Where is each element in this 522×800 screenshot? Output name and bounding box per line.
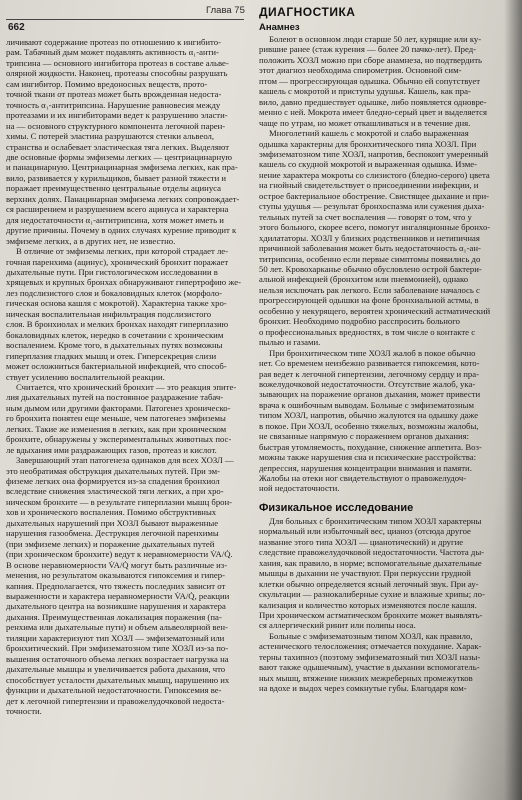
text-line: астенического телосложения; отмечается похудание. Харак- [259, 641, 482, 652]
subsection-title-exam: Физикальное исследование [259, 501, 414, 514]
text-line: дыхательные пути. При гистологическом исследовании в [6, 266, 218, 277]
text-line: две основные формы эмфиземы легких — центриацинарную [6, 151, 232, 162]
text-line: ных мышц, втяжение нижних межреберных промежутков [259, 672, 473, 683]
text-line: хов и хронического воспаления. Помимо обструктивных [6, 507, 217, 518]
right-text-column [259, 5, 521, 694]
text-line: хрящевых и крупных бронхах обнаруживают гипертрофию же- [6, 277, 241, 288]
text-line: вают также одышечным), участие в дыхании вспомогатель- [259, 662, 480, 673]
text-line: нормальный или избыточный вес, цианоз (отсюда другое [259, 526, 471, 537]
text-line: ной недостаточности. [259, 483, 340, 494]
text-line: вследствие снижения эластической тяги легких, а при хро- [6, 486, 224, 497]
text-line: В основе неравномерности V̇A/Q̇ могут быть различные из- [6, 559, 228, 570]
text-line: бронхитический. При эмфизематозном типе ХОЗЛ из-за по- [6, 643, 229, 654]
text-line: гочная паренхима (ацинус), хронический бронхит поражает [6, 256, 229, 267]
text-line: точности. [6, 706, 42, 716]
text-line: Болеют в основном люди старше 50 лет, курящие или ку- [269, 34, 482, 44]
text-line: на — основного структурного компонента легочной парен- [6, 120, 226, 131]
text-line: на гнойный свидетельствует о присоединении инфекции, и [259, 180, 479, 191]
text-line: терны тахипноэ (поэтому эмфизематозный тип ХОЗЛ назы- [259, 651, 481, 662]
text-line: ренхима или дыхательные пути) и объем альвеолярной вен- [6, 622, 228, 633]
text-line: типом ХОЗЛ, напротив, обычно жалуются на одышку даже [259, 410, 479, 421]
text-line: дыхания. Преимущественная локализация поражения (па- [6, 611, 222, 622]
text-line: кашель с мокротой и приступы удушья. Кашель, как пра- [259, 86, 471, 97]
text-line: 50 лет. Кровохарканье обычно обусловлено острой бактери- [259, 263, 482, 274]
text-line: способствует усталости дыхательных мышц, нарушению их [6, 674, 230, 685]
text-line: ным дымом или другими факторами. Патогенез хроническо- [6, 402, 231, 413]
text-line: менения, но результатом оказываются гипоксемия и гипер- [6, 570, 226, 581]
text-line: бронхите, обнаружены у экспериментальных животных пос- [6, 434, 232, 445]
text-line: капния. Предполагается, что тяжесть последних зависит от [6, 580, 226, 591]
text-line: При хроническом астматическом бронхите может выявлять- [259, 610, 483, 621]
text-line: причинной заболевания может быть недостаточность α₁-ан- [259, 243, 481, 254]
text-line: лез подслизистого слоя и бокаловидных клеток (морфоло- [6, 287, 223, 298]
text-line: тельных путей за счет воспаления — говорят о том, что у [259, 211, 472, 222]
page-edge-shadow [504, 0, 522, 800]
text-line: для недостаточности α₁-антитрипсина, хотя может иметь и [6, 214, 224, 225]
text-line: титрипсина, особенно если первые симптомы появились до [259, 253, 481, 264]
text-line: этот диагноз необходима спирометрия. Основной сим- [259, 65, 462, 76]
text-line: дет к легочной гипертензии и правожелудочковой недоста- [6, 695, 225, 706]
text-line: ническом бронхите — в результате гиперплазии мышц брон- [6, 496, 233, 507]
text-line: прогрессирующей одышки на фоне бронхиальной астмы, в [259, 295, 479, 306]
text-line: слоя. В бронхиолах и мелких бронхах находят гиперплазию [6, 319, 229, 330]
text-line: го бронхита понятен еще меньше, чем патогенез эмфиземы [6, 413, 226, 424]
text-line: о профессиональных вредностях, в том числе о контакте с [259, 326, 476, 337]
text-line: не связанные напрямую с поражением органов дыхания: [259, 431, 470, 442]
text-line: протеазами и их ингибиторами ведет к разрушению эласти- [6, 110, 228, 121]
text-line: гическая основа кашля с мокротой). Характерна также хро- [6, 298, 227, 309]
header-rule [6, 19, 244, 20]
text-line: верхних долях. Панацинарная эмфизема легких сопровождает- [6, 193, 240, 204]
text-line: этого больного, скорее всего, помогут ингаляционные бронхо- [259, 222, 491, 233]
text-line: гиперплазия гладких мышц и отек. Гиперсекреция слизи [6, 350, 217, 361]
text-line: личивают содержание протеаз по отношению к ингибито- [6, 37, 221, 47]
text-line: особенно у некурящего, вероятен хронический астматический [259, 305, 491, 316]
text-line: вожелудочковой недостаточности. Отсутствие жалоб, ука- [259, 378, 476, 389]
text-line: (при хроническом бронхите) ведут к неравномерности V̇A/Q̇. [6, 549, 233, 560]
text-line: острое бактериальное обострение. Свистящее дыхание и при- [259, 190, 489, 201]
text-line: лия дыхательных путей на постоянное раздражение табач- [6, 392, 224, 403]
text-line: клетки обычно определяется ясный легочный звук. При ау- [259, 578, 479, 589]
text-line: эмфизематозном типе ХОЗЛ, напротив, беспокоит умеренный [259, 148, 489, 159]
text-line: ся расширением и разрушением всего ацинуса и характерна [6, 204, 229, 215]
text-line: сам ингибитор. Помимо вредоносных веществ, прото- [6, 78, 208, 89]
left-text-column [6, 37, 246, 716]
text-line: При бронхитическом типе ХОЗЛ жалоб в покое обычно [269, 347, 476, 358]
text-line: пылью и газами. [259, 337, 321, 348]
text-line: может осложниться бактериальной инфекцией, что способ- [6, 361, 227, 372]
text-line: кашель со скудной мокротой и выраженная одышка. Изме- [259, 159, 477, 170]
text-line: положить ХОЗЛ можно при сборе анамнеза, но подтвердить [259, 54, 482, 65]
text-line: дыхательного центра на возникшие нарушения и характера [6, 601, 226, 612]
text-line: и панацинарную. Центриацинарная эмфизема легких, как пра- [6, 162, 238, 173]
text-line: тиляции характеризуют тип ХОЗЛ — эмфизематозный или [6, 632, 225, 643]
text-line: чаще по утрам, но может откашливаться и в течение дня. [259, 117, 471, 128]
text-line: ступы удушья — результат бронхоспазма или сужения дыха- [259, 201, 485, 212]
text-line: мышцы в дыхании не участвуют. При перкуссии грудной [259, 568, 471, 579]
text-line: быстрая утомляемость, похудание, снижение аппетита. Воз- [259, 441, 482, 452]
text-line: зывающих на поражение органов дыхания, может привести [259, 389, 481, 400]
page-number: 662 [8, 22, 25, 33]
anamnesis-body [259, 34, 521, 494]
text-line: одышка характерны для бронхитического типа ХОЗЛ. При [259, 138, 477, 149]
text-line: эмфиземе легких, а в других нет, не известно. [6, 235, 176, 246]
text-line: точность α₁-антитрипсина. Нарушение равновесия между [6, 99, 221, 110]
text-line: следствие правожелудочковой недостаточности. Частота ды- [259, 547, 485, 558]
text-line: Больные с эмфизематозным типом ХОЗЛ, как правило, [269, 630, 473, 641]
text-line: дыхательные мышцы и увеличивается работа дыхания, что [6, 664, 226, 675]
text-line: (при эмфиземе легких) и поражение дыхательных путей [6, 538, 215, 549]
text-line: нение характера мокроты со слизистого (бледно-серого) цвета [259, 169, 490, 180]
text-line: ле вдыхания ими раздражающих газов, протеаз и кислот. [6, 444, 217, 455]
text-line: бокаловидных клеток, нередко в сочетании с хроническим [6, 329, 224, 340]
text-line: кализация и количество которых изменяются после кашля. [259, 599, 477, 610]
text-line: это необратимая обструкция дыхательных путей. При эм- [6, 465, 221, 476]
text-line: хдилататоры. ХОЗЛ у близких родственников и нетипичная [259, 232, 480, 243]
text-line: рам. Табачный дым может подавлять активность α₁-анти- [6, 47, 219, 58]
text-line: можны также нарушения сна и психические расстройства: [259, 452, 477, 463]
text-line: вышения остаточного объема легких возрастает нагрузка на [6, 653, 229, 664]
text-line: химы. С потерей эластина разрушаются стенки альвеол, [6, 131, 215, 142]
text-line: в покое. При ХОЗЛ, особенно тяжелых, возможны жалобы, [259, 420, 479, 431]
chapter-header: Глава 75 [206, 5, 245, 16]
text-line: функции и дыхательной недостаточности. Гипоксемия ве- [6, 685, 222, 696]
text-line: странства и ослабевает эластическая тяга легких. Выделяют [6, 141, 229, 152]
text-line: ствует усилению воспалительной реакции. [6, 371, 165, 382]
text-line: В отличие от эмфиземы легких, при которой страдает ле- [16, 246, 229, 257]
text-line: вило, развивается у курильщиков, бывает разной тяжести и [6, 172, 227, 183]
text-line: рая ведет к легочной гипертензии, легочному сердцу и пра- [259, 368, 480, 379]
text-line: трипсина — основного ингибитора протеаз в составе альве- [6, 57, 229, 68]
text-line: менно с ней. Мокрота имеет бледно-серый цвет и выделяется [259, 107, 488, 118]
text-line: ся аллергический ринит или полипы носа. [259, 620, 416, 631]
text-line: птом — прогрессирующая одышка. Обычно ей сопутствует [259, 75, 480, 86]
text-line: название этого типа ХОЗЛ — цианотический) и другие [259, 536, 464, 547]
text-line: Многолетний кашель с мокротой и слабо выраженная [269, 128, 469, 139]
text-line: олярной жидкости. Наконец, протеазы способны разрушать [6, 68, 228, 79]
text-line: нельзя исключать рак легкого. Если заболевание началось с [259, 284, 480, 295]
subsection-title-anamnesis: Анамнез [259, 22, 300, 33]
text-line: Завершающий этап патогенеза одинаков для всех ХОЗЛ — [16, 455, 234, 466]
section-title: ДИАГНОСТИКА [259, 5, 356, 19]
text-line: выраженности и характера неравномерности V̇A/Q̇, реакции [6, 591, 230, 602]
text-line: физеме легких она формируется из-за спадения бронхиол [6, 476, 220, 487]
text-line: воспалением. Кроме того, в дыхательных путях возможны [6, 340, 223, 351]
text-line: Жалобы на отеки ног свидетельствуют о правожелудоч- [259, 473, 467, 484]
text-line: нет. Со временем неизбежно развивается гипоксемия, кото- [259, 358, 480, 369]
text-line: легких. Такие же изменения в легких, как при хроническом [6, 423, 227, 434]
text-line: нарушения газообмена. Деструкция легочной паренхимы [6, 528, 219, 539]
text-line: дыхательных нарушений при ХОЗЛ бывают выраженные [6, 517, 219, 528]
text-line: врача к ошибочным выводам. Больные с эмфизематозным [259, 399, 474, 410]
text-line: бронхит. Необходимо подробно расспросить больного [259, 316, 460, 327]
text-line: на вдохе и выдох через сомкнутые губы. Благодаря ком- [259, 683, 467, 694]
text-line: депрессия, нарушения концентрации внимания и памяти. [259, 462, 472, 473]
text-line: точной ткани от протеаз может быть врожденная недоста- [6, 89, 222, 100]
text-line: другие причины. Почему в одних случаях курение приводит к [6, 225, 237, 236]
text-line: скультации — разнокалиберные сухие и влажные хрипы; ло- [259, 589, 485, 600]
text-line: ническая воспалительная инфильтрация подслизистого [6, 308, 212, 319]
exam-body [259, 516, 521, 694]
text-line: поражает преимущественно центральные отделы ацинуса [6, 183, 221, 194]
text-line: хания, как правило, в норме; вспомогательные дыхательные [259, 557, 482, 568]
text-line: альной инфекцией (бронхитом или пневмонией), однако [259, 274, 469, 285]
text-line: Считается, что хронический бронхит — это реакция эпите- [16, 381, 237, 392]
text-line: вило, давно предшествует одышке, либо появляется одновре- [259, 96, 487, 107]
text-line: Для больных с бронхитическим типом ХОЗЛ характерны [269, 515, 482, 526]
text-line: рившие ранее (стаж курения — более 20 пачко-лет). Пред- [259, 44, 477, 55]
